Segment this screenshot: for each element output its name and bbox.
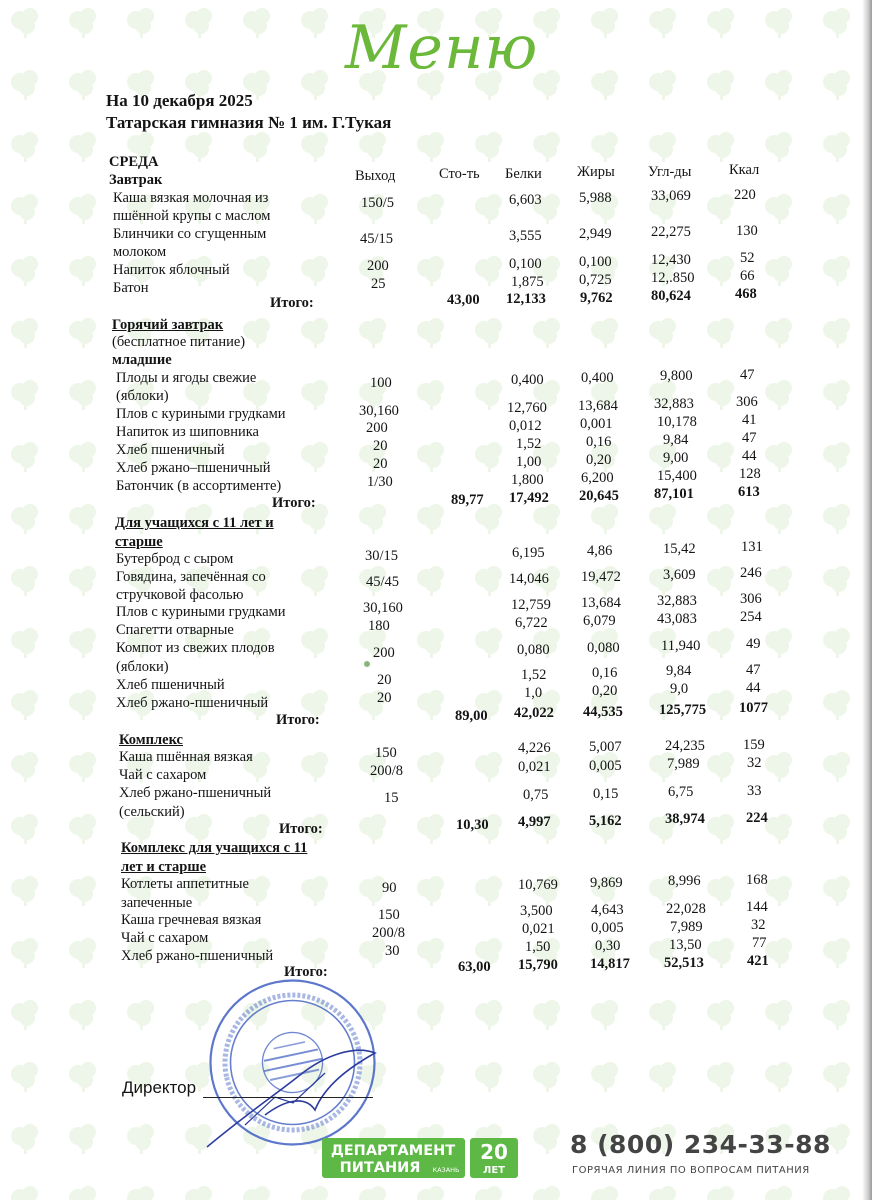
dish-kcal: 220 <box>734 187 756 203</box>
dish-fat: 0,16 <box>592 665 618 681</box>
dish-kcal: 47 <box>740 367 755 383</box>
dish-output: 30/15 <box>365 548 399 564</box>
section-note: (бесплатное питание) <box>112 334 246 350</box>
total-cost: 43,00 <box>447 292 480 308</box>
total-cost: 89,00 <box>455 708 488 724</box>
dish-kcal: 47 <box>742 430 757 446</box>
dish-protein: 4,226 <box>518 740 551 756</box>
col-kcal: Ккал <box>729 162 760 178</box>
dish-protein: 1,50 <box>525 939 551 955</box>
dish-kcal: 306 <box>736 394 758 410</box>
dish-protein: 0,021 <box>518 759 551 775</box>
total-fat: 5,162 <box>589 813 622 829</box>
dish-output: 25 <box>371 276 386 292</box>
dish-name-cont: стручковой фасолью <box>116 587 244 603</box>
total-carbs: 52,513 <box>664 955 704 971</box>
dish-kcal: 44 <box>742 448 757 464</box>
total-protein: 12,133 <box>506 291 546 307</box>
dish-kcal: 47 <box>746 662 761 678</box>
total-carbs: 125,775 <box>659 702 707 718</box>
dish-carbs: 15,400 <box>657 468 697 484</box>
dish-name: Хлеб пшеничный <box>116 677 225 693</box>
logo-line1: ДЕПАРТАМЕНТ <box>330 1143 456 1159</box>
dish-carbs: 9,84 <box>663 432 689 448</box>
dish-fat: 0,16 <box>586 434 612 450</box>
dish-fat: 0,080 <box>587 640 620 656</box>
dish-name: Говядина, запечённая со <box>116 569 266 585</box>
dish-fat: 0,15 <box>593 786 619 802</box>
total-label: Итого: <box>272 495 316 511</box>
logo-years-number: 20 <box>480 1140 508 1164</box>
dish-protein: 1,52 <box>521 667 547 683</box>
dish-protein: 10,769 <box>518 877 558 893</box>
dish-name: Плов с куриными грудками <box>116 604 286 620</box>
dish-output: 20 <box>377 690 392 706</box>
dish-output: 30,160 <box>363 600 403 616</box>
dish-kcal: 254 <box>740 609 762 625</box>
dish-name: Чай с сахаром <box>121 930 209 946</box>
dish-output: 150 <box>378 907 400 923</box>
dish-name: Каша пшённая вязкая <box>119 749 253 765</box>
dish-kcal: 77 <box>752 935 767 951</box>
section-title: Для учащихся с 11 лет и <box>115 515 274 531</box>
dish-fat: 9,869 <box>590 875 623 891</box>
dish-carbs: 13,50 <box>669 937 702 953</box>
total-protein: 42,022 <box>514 705 554 721</box>
dish-output: 20 <box>373 438 388 454</box>
dish-name: Батончик (в ассортименте) <box>116 478 282 494</box>
dish-protein: 1,800 <box>511 472 544 488</box>
logo-years-word: ЛЕТ <box>483 1165 505 1176</box>
total-cost: 89,77 <box>451 492 484 508</box>
dish-fat: 4,86 <box>587 543 613 559</box>
dish-fat: 6,079 <box>583 613 616 629</box>
dish-carbs: 9,00 <box>663 450 689 466</box>
dish-carbs: 6,75 <box>668 784 694 800</box>
dish-name: Напиток из шиповника <box>116 424 259 440</box>
dish-name: Напиток яблочный <box>113 262 230 278</box>
dish-carbs: 32,883 <box>654 396 694 412</box>
dish-fat: 5,988 <box>579 190 612 206</box>
dish-name: Компот из свежих плодов <box>116 640 275 656</box>
section-subtitle: младшие <box>112 352 172 368</box>
dish-kcal: 246 <box>740 565 762 581</box>
dish-carbs: 10,178 <box>657 414 697 430</box>
section-title: Завтрак <box>109 172 163 188</box>
dish-name: Чай с сахаром <box>119 767 207 783</box>
total-cost: 10,30 <box>456 817 489 833</box>
dish-fat: 13,684 <box>578 398 618 414</box>
dish-fat: 0,400 <box>581 370 614 386</box>
dish-protein: 0,021 <box>522 921 555 937</box>
dish-carbs: 12,.850 <box>651 270 695 286</box>
dish-protein: 0,080 <box>517 642 550 658</box>
dish-carbs: 11,940 <box>661 638 701 654</box>
total-protein: 17,492 <box>509 490 549 506</box>
dish-fat: 5,007 <box>589 739 622 755</box>
dish-output: 200 <box>373 645 395 661</box>
page-edge <box>862 0 872 1200</box>
dish-output: 90 <box>382 880 397 896</box>
dish-fat: 0,005 <box>589 758 622 774</box>
logo-line2: ПИТАНИЯ <box>339 1160 421 1176</box>
dish-output: 15 <box>384 790 399 806</box>
school-name: Татарская гимназия № 1 им. Г.Тукая <box>106 113 392 132</box>
dish-name: Блинчики со сгущенным <box>113 226 267 242</box>
dish-fat: 0,100 <box>579 254 612 270</box>
dish-carbs: 15,42 <box>663 541 696 557</box>
dish-fat: 13,684 <box>581 595 621 611</box>
dish-protein: 0,400 <box>511 372 544 388</box>
dish-name: Каша гречневая вязкая <box>121 912 262 928</box>
dish-protein: 0,100 <box>509 256 542 272</box>
total-fat: 44,535 <box>583 704 623 720</box>
dish-name: Хлеб ржано-пшеничный <box>121 948 274 964</box>
dish-protein: 6,603 <box>509 192 542 208</box>
dish-kcal: 44 <box>746 680 761 696</box>
total-protein: 4,997 <box>518 814 551 830</box>
dish-name-cont: (яблоки) <box>116 659 169 675</box>
dish-kcal: 41 <box>742 412 757 428</box>
dish-fat: 0,005 <box>591 920 624 936</box>
dish-output: 20 <box>377 672 392 688</box>
dish-protein: 0,012 <box>509 418 542 434</box>
hotline-phone: 8 (800) 234-33-88 <box>570 1130 831 1159</box>
dish-fat: 4,643 <box>591 902 624 918</box>
dish-name-cont: (яблоки) <box>116 388 169 404</box>
total-cost: 63,00 <box>458 959 491 975</box>
dish-output: 45/15 <box>360 231 394 247</box>
dish-name: Батон <box>113 280 149 296</box>
dish-output: 30,160 <box>359 403 399 419</box>
total-kcal: 421 <box>747 953 769 969</box>
dish-carbs: 9,0 <box>670 681 689 697</box>
dish-kcal: 130 <box>736 223 758 239</box>
dish-name: Спагетти отварные <box>116 622 234 638</box>
dish-carbs: 24,235 <box>665 738 705 754</box>
section-title: Комплекс для учащихся с 11 <box>121 840 308 856</box>
dish-output: 100 <box>370 375 392 391</box>
dish-name: Плов с куриными грудками <box>116 406 286 422</box>
dish-fat: 0,20 <box>592 683 618 699</box>
dish-carbs: 9,800 <box>660 368 693 384</box>
total-label: Итого: <box>284 964 328 980</box>
dish-protein: 3,555 <box>509 228 542 244</box>
dish-fat: 0,725 <box>579 272 612 288</box>
dish-kcal: 32 <box>751 917 766 933</box>
dish-output: 200/8 <box>372 925 406 941</box>
total-label: Итого: <box>270 295 314 311</box>
dish-name: Хлеб ржано-пшеничный <box>119 785 272 801</box>
total-kcal: 613 <box>738 484 760 500</box>
dish-protein: 1,875 <box>511 274 544 290</box>
dish-name: Хлеб ржано–пшеничный <box>116 460 271 476</box>
ink-dot <box>364 661 370 667</box>
dish-kcal: 131 <box>741 539 763 555</box>
dish-name: Хлеб ржано-пшеничный <box>116 695 269 711</box>
dish-fat: 2,949 <box>579 226 612 242</box>
dish-name-cont: запеченные <box>121 895 193 911</box>
dish-kcal: 306 <box>740 591 762 607</box>
official-stamp <box>205 975 380 1150</box>
total-carbs: 87,101 <box>654 486 694 502</box>
dish-protein: 6,195 <box>512 545 545 561</box>
dish-carbs: 12,430 <box>651 252 691 268</box>
dish-carbs: 7,989 <box>667 756 700 772</box>
dish-name: Хлеб пшеничный <box>116 442 225 458</box>
total-fat: 9,762 <box>580 290 613 306</box>
section-title: Горячий завтрак <box>112 317 224 333</box>
dish-fat: 19,472 <box>581 569 621 585</box>
dish-name: Плоды и ягоды свежие <box>116 370 257 386</box>
total-fat: 14,817 <box>590 956 630 972</box>
menu-date: На 10 декабря 2025 <box>106 91 253 110</box>
dish-name: Каша вязкая молочная из <box>113 190 269 206</box>
dish-output: 150/5 <box>361 195 395 211</box>
dish-fat: 0,20 <box>586 452 612 468</box>
hotline-caption: ГОРЯЧАЯ ЛИНИЯ ПО ВОПРОСАМ ПИТАНИЯ <box>572 1165 810 1176</box>
food-department-logo <box>322 1138 518 1178</box>
dish-output: 180 <box>368 618 390 634</box>
dish-protein: 1,52 <box>516 436 542 452</box>
dish-carbs: 32,883 <box>657 593 697 609</box>
dish-kcal: 49 <box>746 636 761 652</box>
total-label: Итого: <box>276 712 320 728</box>
menu-title: Меню <box>345 13 539 83</box>
section-title-cont: лет и старше <box>121 859 207 875</box>
dish-protein: 1,00 <box>516 454 542 470</box>
dish-output: 20 <box>373 456 388 472</box>
dish-carbs: 7,989 <box>670 919 703 935</box>
total-kcal: 1077 <box>739 700 768 716</box>
section-title-cont: старше <box>115 534 163 550</box>
dish-protein: 1,0 <box>524 685 543 701</box>
dish-name: Бутерброд с сыром <box>116 551 234 567</box>
dish-kcal: 128 <box>739 466 761 482</box>
dish-output: 45/45 <box>366 574 400 590</box>
dish-kcal: 168 <box>746 872 768 888</box>
dish-kcal: 32 <box>747 755 762 771</box>
total-kcal: 468 <box>735 286 757 302</box>
dish-carbs: 8,996 <box>668 873 701 889</box>
dish-name-cont: молоком <box>113 244 167 260</box>
dish-kcal: 33 <box>747 783 762 799</box>
dish-output: 30 <box>385 943 400 959</box>
dish-name: Котлеты аппетитные <box>121 876 249 892</box>
dish-kcal: 52 <box>740 250 755 266</box>
dish-kcal: 144 <box>746 899 768 915</box>
dish-output: 200/8 <box>370 763 404 779</box>
total-fat: 20,645 <box>579 488 619 504</box>
dish-name-cont: (сельский) <box>119 804 185 820</box>
total-protein: 15,790 <box>518 957 558 973</box>
day-label: СРЕДА <box>109 154 159 170</box>
dish-protein: 14,046 <box>509 571 549 587</box>
total-carbs: 80,624 <box>651 288 691 304</box>
dish-protein: 12,760 <box>507 400 547 416</box>
logo-city: КАЗАНЬ <box>432 1166 460 1174</box>
dish-fat: 0,30 <box>595 938 621 954</box>
director-label: Директор <box>122 1078 197 1097</box>
dish-fat: 6,200 <box>581 470 614 486</box>
col-fat: Жиры <box>577 164 615 180</box>
dish-protein: 6,722 <box>515 615 548 631</box>
dish-output: 150 <box>375 745 397 761</box>
col-output: Выход <box>355 168 396 184</box>
col-protein: Белки <box>505 166 542 182</box>
dish-name-cont: пшённой крупы с маслом <box>113 208 271 224</box>
dish-kcal: 159 <box>743 737 765 753</box>
dish-output: 200 <box>366 420 388 436</box>
total-label: Итого: <box>279 821 323 837</box>
dish-protein: 0,75 <box>523 787 549 803</box>
dish-carbs: 3,609 <box>663 567 696 583</box>
dish-carbs: 43,083 <box>657 611 697 627</box>
dish-protein: 3,500 <box>520 903 553 919</box>
total-carbs: 38,974 <box>665 811 705 827</box>
dish-carbs: 33,069 <box>651 188 691 204</box>
total-kcal: 224 <box>746 810 768 826</box>
section-title: Комплекс <box>119 732 183 748</box>
dish-carbs: 9,84 <box>666 663 692 679</box>
dish-carbs: 22,028 <box>666 901 706 917</box>
signature-line <box>203 1097 373 1098</box>
dish-output: 200 <box>367 258 389 274</box>
dish-fat: 0,001 <box>580 416 613 432</box>
dish-protein: 12,759 <box>511 597 551 613</box>
col-cost: Сто-ть <box>439 166 480 182</box>
dish-kcal: 66 <box>740 268 755 284</box>
dish-carbs: 22,275 <box>651 224 691 240</box>
col-carbs: Угл-ды <box>648 164 692 180</box>
dish-output: 1/30 <box>367 474 393 490</box>
